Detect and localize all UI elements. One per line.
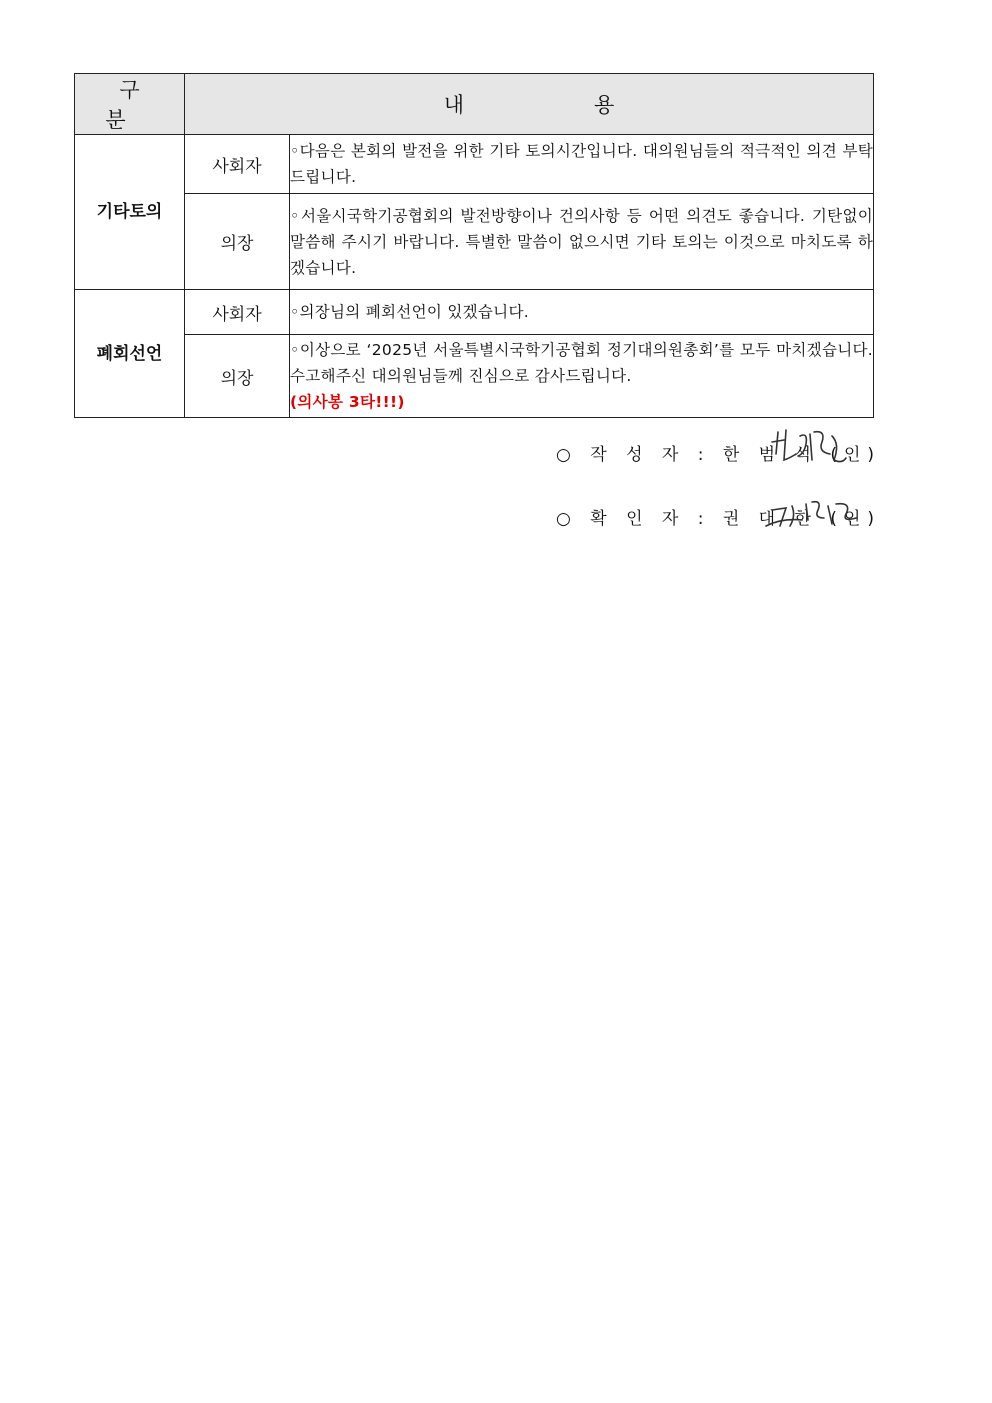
author-signature-line: ○ 작 성 자 : 한 범 석 (인) [556, 445, 882, 465]
header-content-a: 내 [443, 93, 464, 117]
gavel-note: (의사봉 3타!!!) [290, 393, 405, 411]
header-content-b: 용 [594, 93, 615, 117]
section-label-discussion: 기타토의 [75, 135, 185, 290]
header-gubun: 구 분 [75, 74, 185, 135]
role-cell: 의장 [185, 335, 290, 418]
confirmer-signature-line: ○ 확 인 자 : 권 대 한 (인) [556, 509, 882, 529]
content-cell: ◦서울시국학기공협회의 발전방향이나 건의사항 등 어떤 의견도 좋습니다. 기탄없이 말씀해 주시기 바랍니다. 특별한 말씀이 없으시면 기타 토의는 이것으로 마치도록 하겠습니다. [290, 194, 874, 290]
role-cell: 사회자 [185, 290, 290, 335]
minutes-table [74, 73, 874, 418]
table-row [75, 135, 874, 194]
confirmer-handwritten-signature [762, 496, 862, 538]
content-cell: ◦다음은 본회의 발전을 위한 기타 토의시간입니다. 대의원님들의 적극적인 의견 부탁드립니다. [290, 135, 874, 194]
header-content [185, 74, 874, 135]
role-cell: 사회자 [185, 135, 290, 194]
table-row [75, 335, 874, 418]
content-cell [290, 335, 874, 418]
closing-text: ◦이상으로 ‘2025년 서울특별시국학기공협회 정기대의원총회’를 모두 마치겠습니다. 수고해주신 대의원님들께 진심으로 감사드립니다. [290, 341, 873, 385]
author-handwritten-signature [770, 424, 850, 472]
role-cell: 의장 [185, 194, 290, 290]
section-label-closing: 폐회선언 [75, 290, 185, 418]
table-header-row [75, 74, 874, 135]
content-cell: ◦의장님의 폐회선언이 있겠습니다. [290, 290, 874, 335]
table-row [75, 194, 874, 290]
table-row [75, 290, 874, 335]
